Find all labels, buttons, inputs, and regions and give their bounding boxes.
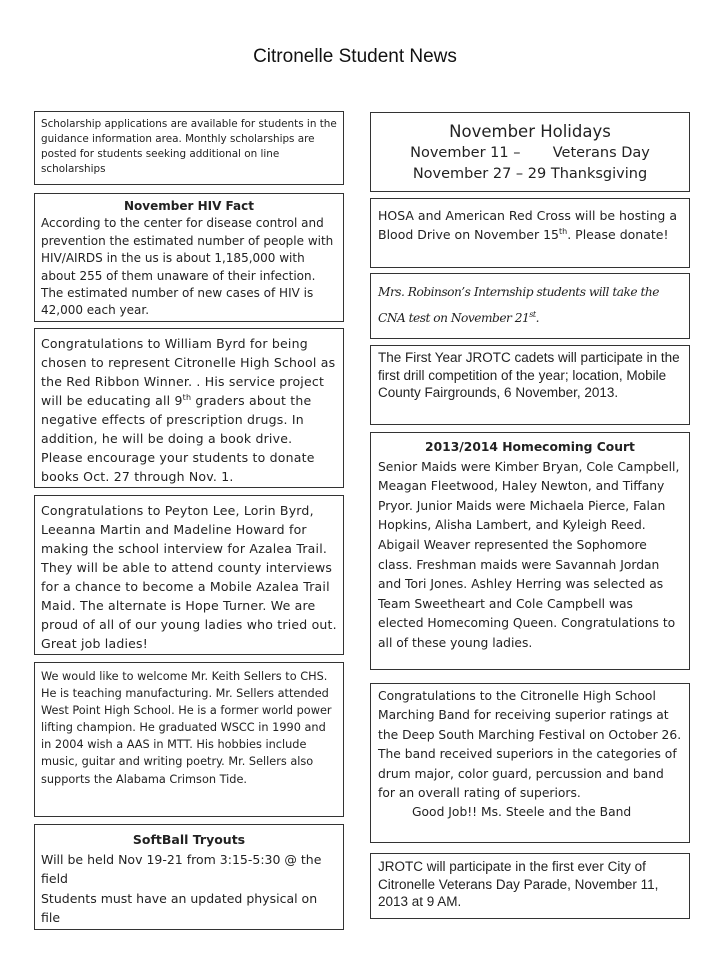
softball-line1: Will be held Nov 19-21 from 3:15-5:30 @ the field <box>41 851 322 886</box>
softball-title: SoftBall Tryouts <box>132 832 246 847</box>
band-body: Congratulations to the Citronelle High School Marching Band for receiving superior ratings at the Deep South Marching Festival on October 26. The band received superiors in the categories of drum major, color guard, percussion and band for an overall rating of superiors. <box>378 689 682 801</box>
jrotc-parade-box <box>370 853 690 919</box>
azalea-text: Congratulations to Peyton Lee, Lorin Byrd, Leeanna Martin and Madeline Howard for making the school interview for Azalea Trail. They will be able to attend county interviews for a chance to become a Mobile Azalea Trail Maid. The alternate is Hope Turner. We are proud of all of our young ladies who tried out. Great job ladies! <box>41 503 337 651</box>
byrd-box <box>34 328 344 488</box>
jrotc-drill-box <box>370 345 690 425</box>
page-title: Citronelle Student News <box>253 46 457 67</box>
scholarship-box <box>34 111 344 185</box>
sellers-text: We would like to welcome Mr. Keith Sellers to CHS. He is teaching manufacturing. Mr. Sellers attended West Point High School. He is a former world power lifting champion. He graduated WSCC in 1990 and in 2004 wish a AAS in MTT. His hobbies include music, guitar and writing poetry. Mr. Sellers also supports the Alabama Crimson Tide. <box>41 670 332 786</box>
scholarship-text: Scholarship applications are available for students in the guidance information area. Monthly scholarships are posted for students seeking additional on line scholarships <box>41 118 337 175</box>
holidays-title: November Holidays <box>449 122 611 141</box>
holidays-line2: November 27 – 29 Thanksgiving <box>412 166 648 182</box>
sellers-box <box>34 662 344 817</box>
softball-box <box>34 824 344 930</box>
holidays-line1: November 11 – Veterans Day <box>410 145 650 161</box>
hosa-box <box>370 198 690 268</box>
robinson-text: Mrs. Robinson’s Internship students will take the CNA test on November 21st. <box>378 285 659 325</box>
azalea-box <box>34 495 344 655</box>
homecoming-body: Senior Maids were Kimber Bryan, Cole Campbell, Meagan Fleetwood, Haley Newton, and Tiffany Pryor. Junior Maids were Michaela Pierce, Falan Hopkins, Alisha Lambert, and Kyleigh Reed. Abigail Weaver represented the Sophomore class. Freshman maids were Savannah Jordan and Tori Jones. Ashley Herring was selected as Team Sweetheart and Cole Campbell was elected Homecoming Queen. Congratulations to all of these young ladies. <box>378 459 680 650</box>
hosa-text: HOSA and American Red Cross will be hosting a Blood Drive on November 15th. Please donate! <box>378 208 677 242</box>
jrotc-drill-text: The First Year JROTC cadets will participate in the first drill competition of the year; location, Mobile County Fairgrounds, 6 November, 2013. <box>378 350 680 400</box>
holidays-box <box>370 112 690 192</box>
jrotc-parade-text: JROTC will participate in the first ever City of Citronelle Veterans Day Parade, November 11, 2013 at 9 AM. <box>378 859 659 909</box>
byrd-text: Congratulations to William Byrd for being chosen to represent Citronelle High School as the Red Ribbon Winner. . His service project will be educating all 9th graders about the negative effects of prescription drugs. In addition, he will be doing a book drive. Please encourage your students to donate books Oct. 27 through Nov. 1. <box>41 336 336 484</box>
homecoming-box <box>370 432 690 670</box>
band-signoff: Good Job!! Ms. Steele and the Band <box>412 805 632 820</box>
hiv-fact-title: November HIV Fact <box>124 199 254 213</box>
softball-line2: Students must have an updated physical on file <box>41 890 318 925</box>
robinson-box <box>370 273 690 339</box>
hiv-fact-box <box>34 193 344 322</box>
band-box <box>370 683 690 843</box>
homecoming-title: 2013/2014 Homecoming Court <box>425 440 635 454</box>
hiv-fact-body: According to the center for disease control and prevention the estimated number of people with HIV/AIRDS in the us is about 1,185,000 with about 255 of them unaware of their infection. The estimated number of new cases of HIV is 42,000 each year. <box>41 216 334 318</box>
